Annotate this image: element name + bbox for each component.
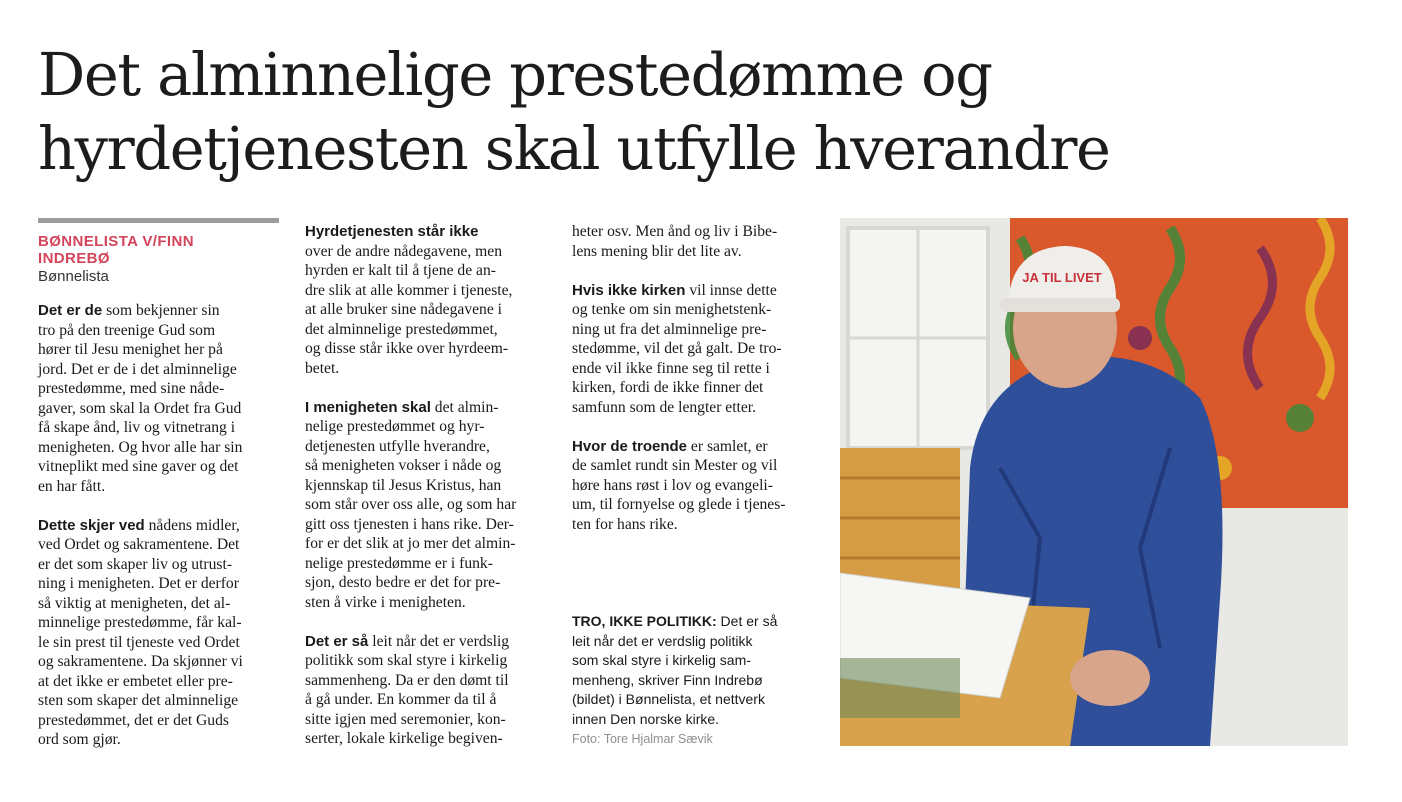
paragraph-text: er samlet, er de samlet rundt sin Mester og vil høre hans røst i lov og evangeli- um, til fornyelse og glede i tjenes- ten for hans rike.: [572, 437, 786, 533]
paragraph: [572, 281, 817, 418]
paragraph-lead: Dette skjer ved: [38, 516, 145, 534]
paragraph-text: heter osv. Men ånd og liv i Bibe- lens mening blir det lite av.: [572, 223, 778, 260]
paragraph-text: nådens midler, ved Ordet og sakramentene. Det er det som skaper liv og utrust- ning i menigheten. Det er derfor så viktig at menigheten, det al- minnelige prestedømme, får kal- le sin prest til tjeneste ved Ordet og sakramentene. Da skjønner vi at det ikke er embetet eller pre- sten som skaper det alminnelige prestedømmet, det er det Guds ord som gjør.: [38, 516, 243, 748]
paragraph-text: det almin- nelige prestedømmet og hyr- detjenesten utfylle hverandre, så menigheten vokser i nåde og kjennskap til Jesus Kristus, han som står over oss alle, og som har gitt oss tjenesten i hans rike. Der- for er det slik at jo mer det almin- nelige prestedømme er i funk- sjon, desto bedre er det for pre- sten å virke i menigheten.: [305, 398, 517, 611]
paragraph-lead: Hyrdetjenesten står ikke: [305, 223, 479, 240]
paragraph-lead: Det er de: [38, 302, 103, 319]
paragraph: [38, 301, 278, 496]
paragraph-lead: Det er så: [305, 632, 369, 650]
byline-organization: Bønnelista: [38, 268, 109, 285]
article-column-2: [305, 222, 550, 768]
paragraph: [305, 632, 550, 749]
paragraph-text: leit når det er verdslig politikk som skal styre i kirkelig sammenheng. Da er den dømt til å gå under. En kommer da til å sitte igjen med seremonier, kon- serter, lokale kirkelige begiven-: [305, 632, 510, 747]
paragraph: [305, 222, 550, 378]
paragraph-lead: I menigheten skal: [305, 398, 431, 416]
byline-rule: [38, 218, 279, 223]
paragraph: [305, 398, 550, 613]
photo-caption: [572, 612, 817, 729]
paragraph-text: over de andre nådegavene, men hyrden er kalt til å tjene de an- dre slik at alle kommer i tjeneste, at alle bruker sine nådegavene i det alminnelige prestedømmet, og disse står ikke over hyrdeem- betet.: [305, 242, 513, 377]
article-column-3: [572, 222, 817, 554]
headline: Det alminnelige prestedømme og hyrdetjenesten skal utfylle hverandre: [38, 40, 1110, 183]
byline: BØNNELISTA V/FINN INDREBØ: [38, 233, 194, 267]
paragraph: [572, 437, 817, 535]
caption-text: Det er så leit når det er verdslig politikk som skal styre i kirkelig sam- menheng, skriver Finn Indrebø (bildet) i Bønnelista, et nettverk innen Den norske kirke.: [572, 613, 778, 727]
paragraph-text: vil innse dette og tenke om sin menighetstenk- ning ut fra det alminnelige pre- stedømme, vil det gå galt. De tro- ende vil ikke finne seg til rette i kirken, fordi de ikke finner det samfunn som de lengter etter.: [572, 281, 782, 416]
paragraph: [38, 516, 278, 750]
article-photo: [840, 218, 1348, 746]
paragraph: [572, 222, 817, 261]
photo-credit: Foto: Tore Hjalmar Sævik: [572, 732, 713, 746]
paragraph-lead: Hvis ikke kirken: [572, 281, 686, 299]
paragraph-lead: Hvor de troende: [572, 437, 688, 455]
photo-cap-text: JA TIL LIVET: [1022, 270, 1102, 285]
article-column-1: [38, 301, 278, 769]
caption-lead: TRO, IKKE POLITIKK:: [572, 613, 717, 629]
paragraph-text: som bekjenner sin tro på den treenige Gud som hører til Jesu menighet her på jord. Det er de i det alminnelige prestedømme, med sine nåde- gaver, som skal la Ordet fra Gud få skape ånd, liv og vitnetrang i menigheten. Og hvor alle har sin vitneplikt med sine gaver og det en har fått.: [38, 302, 243, 495]
